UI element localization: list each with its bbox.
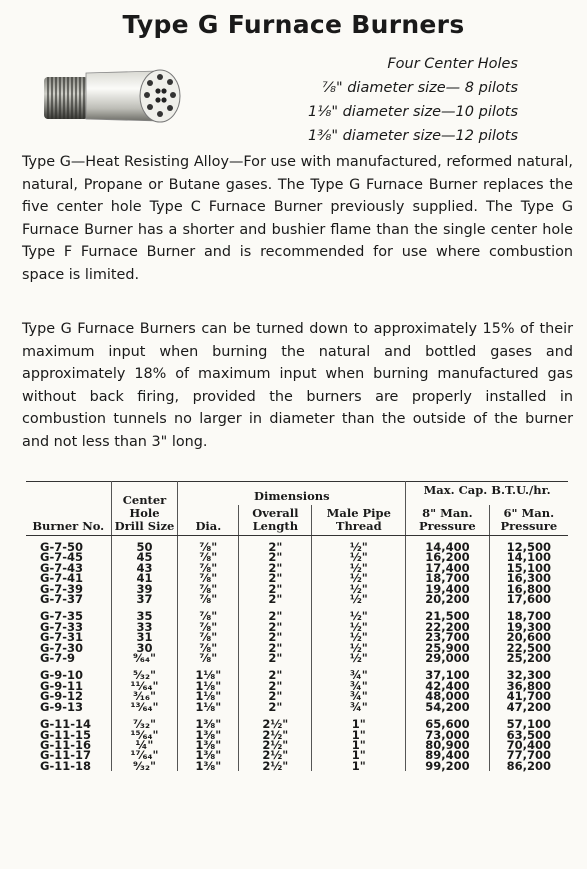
- center-holes-heading: Four Center Holes: [387, 56, 518, 72]
- cell-dia: 1⅛": [178, 702, 239, 712]
- cell-drill-size: 41: [111, 573, 178, 583]
- cell-6in-pressure: 20,600: [489, 632, 568, 642]
- cell-6in-pressure: 19,300: [489, 622, 568, 632]
- cell-drill-size: ⁷⁄₃₂": [111, 712, 178, 729]
- cell-burner-no: G-7-37: [40, 592, 83, 607]
- cell-overall-length: 2": [239, 552, 312, 562]
- cell-8in-pressure: 42,400: [406, 681, 489, 691]
- cell-8in-pressure: 73,000: [406, 730, 489, 740]
- cell-male-pipe-thread: ½": [312, 643, 406, 653]
- cell-drill-size: ¹⁷⁄₆₄": [111, 750, 178, 760]
- table-row: [26, 712, 568, 729]
- cell-male-pipe-thread: 1": [312, 712, 406, 729]
- cell-dia: ⅞": [178, 643, 239, 653]
- cell-drill-size: 45: [111, 552, 178, 562]
- cell-6in-pressure: 63,500: [489, 730, 568, 740]
- cell-dia: 1⅜": [178, 712, 239, 729]
- cell-burner-no: G-11-15: [40, 727, 91, 742]
- cell-8in-pressure: 18,700: [406, 573, 489, 583]
- table-row: [26, 663, 568, 680]
- cell-drill-size: 33: [111, 622, 178, 632]
- cell-8in-pressure: 20,200: [406, 594, 489, 604]
- center-holes-line: 1⅜" diameter size—12 pilots: [308, 128, 518, 144]
- description-paragraph: Type G—Heat Resisting Alloy—For use with manufactured, reformed natural, natural, Propane or Butane gases. The Type G Furnace Burner replaces the five center hole Type C Furnace Burner previously supplied. The Type G Furnace Burner has a shorter and bushier flame than the single center hole Type F Furnace Burner and is recommended for use where combustion space is limited.: [22, 154, 573, 283]
- cell-8in-pressure: 37,100: [406, 663, 489, 680]
- cell-male-pipe-thread: ½": [312, 584, 406, 594]
- cell-drill-size: 43: [111, 563, 178, 573]
- cell-male-pipe-thread: ½": [312, 653, 406, 663]
- cell-drill-size: ¼": [111, 740, 178, 750]
- cell-overall-length: 2": [239, 653, 312, 663]
- cell-drill-size: 35: [111, 604, 178, 621]
- table-row: [26, 750, 568, 760]
- cell-dia: ⅞": [178, 632, 239, 642]
- header-dimensions: Dimensions: [178, 482, 406, 506]
- cell-burner-no: G-9-10: [40, 668, 83, 683]
- cell-dia: ⅞": [178, 622, 239, 632]
- cell-overall-length: 2½": [239, 730, 312, 740]
- header-dia: Dia.: [178, 505, 239, 536]
- cell-overall-length: 2½": [239, 750, 312, 760]
- cell-burner-no: G-11-17: [40, 748, 91, 763]
- cell-dia: ⅞": [178, 653, 239, 663]
- cell-overall-length: 2": [239, 663, 312, 680]
- table-row: [26, 632, 568, 642]
- cell-6in-pressure: 18,700: [489, 604, 568, 621]
- cell-male-pipe-thread: ½": [312, 552, 406, 562]
- table-row: [26, 573, 568, 583]
- cell-drill-size: 37: [111, 594, 178, 604]
- burner-spec-table: [26, 481, 568, 771]
- cell-overall-length: 2": [239, 702, 312, 712]
- cell-dia: ⅞": [178, 584, 239, 594]
- cell-8in-pressure: 17,400: [406, 563, 489, 573]
- cell-drill-size: ¹¹⁄₆₄": [111, 681, 178, 691]
- cell-dia: 1⅛": [178, 681, 239, 691]
- cell-burner-no: G-9-12: [40, 689, 83, 704]
- center-holes-line: ⅞" diameter size— 8 pilots: [321, 80, 518, 96]
- cell-6in-pressure: 16,300: [489, 573, 568, 583]
- cell-8in-pressure: 22,200: [406, 622, 489, 632]
- cell-6in-pressure: 14,100: [489, 552, 568, 562]
- cell-dia: 1⅛": [178, 663, 239, 680]
- cell-drill-size: ⁹⁄₃₂": [111, 761, 178, 771]
- cell-drill-size: 39: [111, 584, 178, 594]
- cell-male-pipe-thread: ½": [312, 632, 406, 642]
- cell-male-pipe-thread: ½": [312, 573, 406, 583]
- table-header: [26, 482, 568, 536]
- cell-burner-no: G-11-16: [40, 737, 91, 752]
- table-row: [26, 563, 568, 573]
- cell-dia: ⅞": [178, 594, 239, 604]
- cell-dia: ⅞": [178, 573, 239, 583]
- cell-male-pipe-thread: ¾": [312, 691, 406, 701]
- cell-male-pipe-thread: 1": [312, 761, 406, 771]
- cell-overall-length: 2": [239, 573, 312, 583]
- cell-drill-size: 30: [111, 643, 178, 653]
- table-row: [26, 584, 568, 594]
- cell-burner-no: G-7-45: [40, 550, 83, 565]
- cell-8in-pressure: 29,000: [406, 653, 489, 663]
- table-row: [26, 702, 568, 712]
- cell-male-pipe-thread: ½": [312, 563, 406, 573]
- cell-male-pipe-thread: ¾": [312, 702, 406, 712]
- cell-6in-pressure: 41,700: [489, 691, 568, 701]
- cell-drill-size: ⁵⁄₃₂": [111, 663, 178, 680]
- cell-8in-pressure: 89,400: [406, 750, 489, 760]
- header-6in-pressure: 6" Man. Pressure: [489, 505, 568, 536]
- table-row: [26, 730, 568, 740]
- cell-6in-pressure: 70,400: [489, 740, 568, 750]
- center-holes-line: 1⅛" diameter size—10 pilots: [308, 104, 518, 120]
- table-row: [26, 536, 568, 553]
- cell-overall-length: 2": [239, 563, 312, 573]
- cell-8in-pressure: 48,000: [406, 691, 489, 701]
- header-8in-pressure: 8" Man. Pressure: [406, 505, 489, 536]
- cell-8in-pressure: 25,900: [406, 643, 489, 653]
- cell-burner-no: G-11-18: [40, 758, 91, 773]
- cell-male-pipe-thread: ½": [312, 594, 406, 604]
- cell-8in-pressure: 16,200: [406, 552, 489, 562]
- cell-overall-length: 2": [239, 594, 312, 604]
- cell-drill-size: ³⁄₁₆": [111, 691, 178, 701]
- cell-male-pipe-thread: 1": [312, 750, 406, 760]
- cell-6in-pressure: 12,500: [489, 536, 568, 553]
- cell-male-pipe-thread: ½": [312, 536, 406, 553]
- cell-burner-no: G-7-39: [40, 581, 83, 596]
- cell-male-pipe-thread: ½": [312, 604, 406, 621]
- cell-male-pipe-thread: ¾": [312, 663, 406, 680]
- cell-6in-pressure: 86,200: [489, 761, 568, 771]
- burner-illustration: [42, 67, 184, 125]
- cell-burner-no: G-9-13: [40, 699, 83, 714]
- cell-dia: ⅞": [178, 552, 239, 562]
- table-row: [26, 552, 568, 562]
- table-row: [26, 594, 568, 604]
- cell-overall-length: 2": [239, 691, 312, 701]
- cell-dia: 1⅜": [178, 740, 239, 750]
- page-title: Type G Furnace Burners: [122, 10, 465, 39]
- header-burner-no: Burner No.: [26, 482, 111, 536]
- cell-drill-size: ¹⁵⁄₆₄": [111, 730, 178, 740]
- cell-dia: 1⅛": [178, 691, 239, 701]
- cell-overall-length: 2": [239, 632, 312, 642]
- cell-dia: ⅞": [178, 563, 239, 573]
- cell-burner-no: G-7-33: [40, 619, 83, 634]
- cell-drill-size: ¹³⁄₆₄": [111, 702, 178, 712]
- header-male-pipe-thread: Male Pipe Thread: [312, 505, 406, 536]
- header-max-cap: Max. Cap. B.T.U./hr.: [406, 482, 568, 506]
- cell-burner-no: G-7-43: [40, 560, 83, 575]
- cell-drill-size: ⁹⁄₆₄": [111, 653, 178, 663]
- center-holes-info: [256, 52, 518, 148]
- cell-overall-length: 2": [239, 681, 312, 691]
- cell-burner-no: G-11-14: [40, 717, 91, 732]
- cell-6in-pressure: 22,500: [489, 643, 568, 653]
- cell-8in-pressure: 21,500: [406, 604, 489, 621]
- cell-male-pipe-thread: ½": [312, 622, 406, 632]
- table-row: [26, 740, 568, 750]
- table-row: [26, 643, 568, 653]
- cell-6in-pressure: 47,200: [489, 702, 568, 712]
- cell-male-pipe-thread: 1": [312, 730, 406, 740]
- cell-burner-no: G-7-41: [40, 571, 83, 586]
- cell-overall-length: 2½": [239, 712, 312, 729]
- cell-burner-no: G-7-30: [40, 640, 83, 655]
- cell-dia: 1⅜": [178, 750, 239, 760]
- table-row: [26, 691, 568, 701]
- cell-overall-length: 2": [239, 622, 312, 632]
- cell-dia: ⅞": [178, 536, 239, 553]
- cell-overall-length: 2½": [239, 761, 312, 771]
- cell-6in-pressure: 15,100: [489, 563, 568, 573]
- header-overall-length: Overall Length: [239, 505, 312, 536]
- table-row: [26, 622, 568, 632]
- cell-burner-no: G-7-9: [40, 651, 75, 666]
- turndown-paragraph: Type G Furnace Burners can be turned down to approximately 15% of their maximum input when burning the natural and bottled gases and approximately 18% of maximum input when burning manufactured gas without back firing, provided the burners are properly installed in combustion tunnels no larger in diameter than the outside of the burner and not less than 3" long.: [22, 321, 573, 450]
- cell-6in-pressure: 16,800: [489, 584, 568, 594]
- cell-burner-no: G-7-31: [40, 630, 83, 645]
- cell-dia: 1⅜": [178, 730, 239, 740]
- table-body: [26, 536, 568, 772]
- cell-6in-pressure: 17,600: [489, 594, 568, 604]
- cell-6in-pressure: 32,300: [489, 663, 568, 680]
- cell-overall-length: 2": [239, 604, 312, 621]
- cell-burner-no: G-7-35: [40, 609, 83, 624]
- table-row: [26, 653, 568, 663]
- cell-8in-pressure: 23,700: [406, 632, 489, 642]
- cell-burner-no: G-7-50: [40, 540, 83, 554]
- cell-6in-pressure: 25,200: [489, 653, 568, 663]
- cell-dia: 1⅜": [178, 761, 239, 771]
- cell-drill-size: 50: [111, 536, 178, 553]
- table-row: [26, 604, 568, 621]
- cell-8in-pressure: 14,400: [406, 536, 489, 553]
- cell-male-pipe-thread: ¾": [312, 681, 406, 691]
- cell-overall-length: 2": [239, 643, 312, 653]
- cell-8in-pressure: 99,200: [406, 761, 489, 771]
- table-row: [26, 681, 568, 691]
- cell-8in-pressure: 19,400: [406, 584, 489, 594]
- cell-drill-size: 31: [111, 632, 178, 642]
- cell-overall-length: 2": [239, 536, 312, 553]
- cell-8in-pressure: 54,200: [406, 702, 489, 712]
- cell-burner-no: G-9-11: [40, 678, 83, 693]
- cell-overall-length: 2½": [239, 740, 312, 750]
- header-drill-size: Center Hole Drill Size: [111, 482, 178, 536]
- cell-6in-pressure: 57,100: [489, 712, 568, 729]
- table-row: [26, 761, 568, 771]
- cell-6in-pressure: 77,700: [489, 750, 568, 760]
- cell-8in-pressure: 80,900: [406, 740, 489, 750]
- cell-dia: ⅞": [178, 604, 239, 621]
- cell-6in-pressure: 36,800: [489, 681, 568, 691]
- cell-8in-pressure: 65,600: [406, 712, 489, 729]
- cell-overall-length: 2": [239, 584, 312, 594]
- cell-male-pipe-thread: 1": [312, 740, 406, 750]
